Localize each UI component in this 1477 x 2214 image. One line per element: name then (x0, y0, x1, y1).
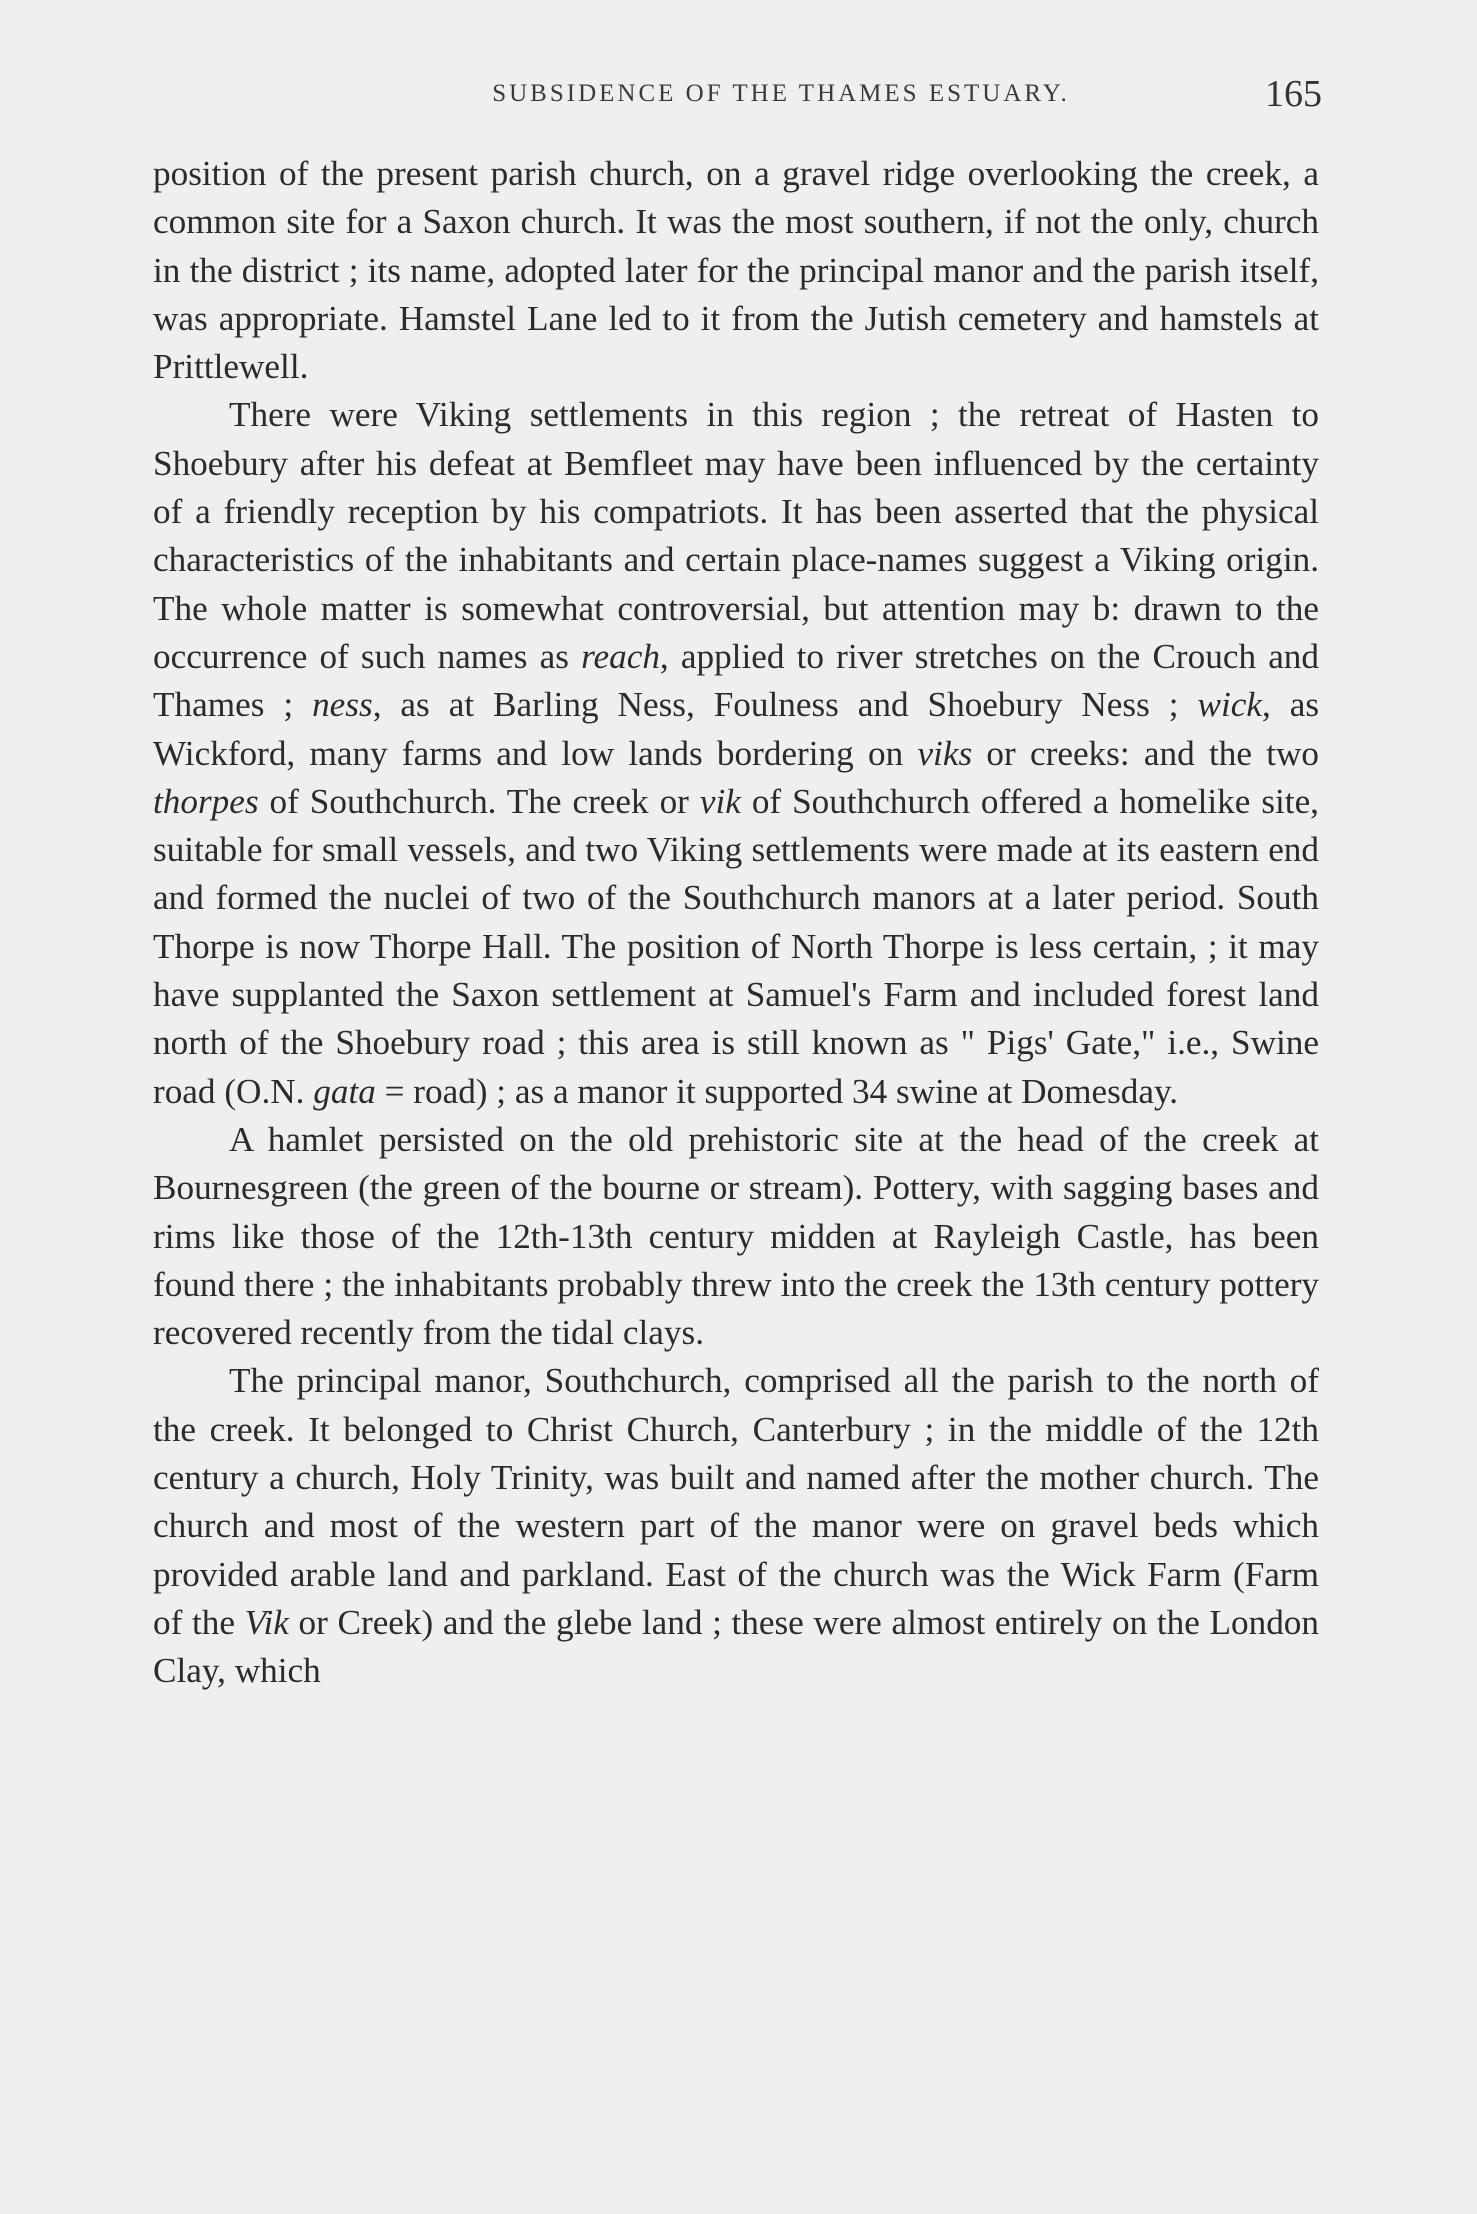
italic-term: viks (917, 733, 973, 773)
italic-term: ness (312, 685, 373, 725)
italic-term: wick (1197, 685, 1262, 725)
body-text (153, 150, 1319, 1696)
italic-term: gata (313, 1071, 376, 1111)
italic-term: reach (581, 636, 660, 676)
italic-term: thorpes (153, 781, 259, 821)
paragraph-4 (153, 1357, 1319, 1695)
text-run: = road) ; as a manor it supported 34 swine at Domesday. (375, 1071, 1179, 1111)
text-run: , as at Barling Ness, Foulness and Shoebury Ness ; (372, 685, 1198, 725)
text-run: , applied to river stretches on the Crouch and Thames ; (153, 636, 1319, 725)
text-run: or creeks: and the two (972, 733, 1319, 773)
page-number: 165 (1265, 73, 1322, 115)
text-run: of Southchurch offered a homelike site, suitable for small vessels, and two Viking settlements were made at its eastern end and formed the nuclei of two of the Southchurch manors at a later period. South Thorpe is now Thorpe Hall. The position of North Thorpe is less certain, ; it may have supplanted the Saxon settlement at Samuel's Farm and included forest land north of the Shoebury road ; this area is still known as " Pigs' Gate," i.e., Swine road (O.N. (153, 781, 1319, 1111)
italic-term: vik (699, 781, 741, 821)
text-run: , as Wickford, many farms and low lands bordering on (153, 685, 1320, 773)
text-run: or Creek) and the glebe land ; these were almost entirely on the London Clay, which (153, 1602, 1319, 1691)
paragraph-3: A hamlet persisted on the old prehistoric site at the head of the creek at Bournesgreen (the green of the bourne or stream). Pottery, with sagging bases and rims like those of the 12th-13th century midden at Rayleigh Castle, has been found there ; the inhabitants probably threw into the creek the 13th century pottery recovered recently from the tidal clays. (153, 1119, 1319, 1353)
text-run: of Southchurch. The creek or (258, 781, 700, 821)
running-head (150, 72, 1322, 132)
text-run: There were Viking settlements in this region ; the retreat of Hasten to Shoebury after his defeat at Bemfleet may have been influenced by the certainty of a friendly reception by his compatriots. It has been asserted that the physical characteristics of the inhabitants and certain place-names suggest a Viking origin. The whole matter is somewhat controversial, but attention may b: drawn to the occurrence of such names as (153, 395, 1319, 676)
text-run: The principal manor, Southchurch, comprised all the parish to the north of the creek. It belonged to Christ Church, Canterbury ; in the middle of the 12th century a church, Holy Trinity, was built and named after the mother church. The church and most of the western part of the manor were on gravel beds which provided arable land and parkland. East of the church was the Wick Farm (Farm of the (153, 1361, 1319, 1642)
paragraph-2 (153, 391, 1319, 1115)
paragraph-1: position of the present parish church, on a gravel ridge overlooking the creek, a common site for a Saxon church. It was the most southern, if not the only, church in the district ; its name, adopted later for the principal manor and the parish itself, was appropriate. Hamstel Lane led to it from the Jutish cemetery and hamstels at Prittlewell. (153, 154, 1319, 387)
running-title: SUBSIDENCE OF THE THAMES ESTUARY. (492, 80, 1070, 107)
italic-term: Vik (244, 1602, 289, 1642)
